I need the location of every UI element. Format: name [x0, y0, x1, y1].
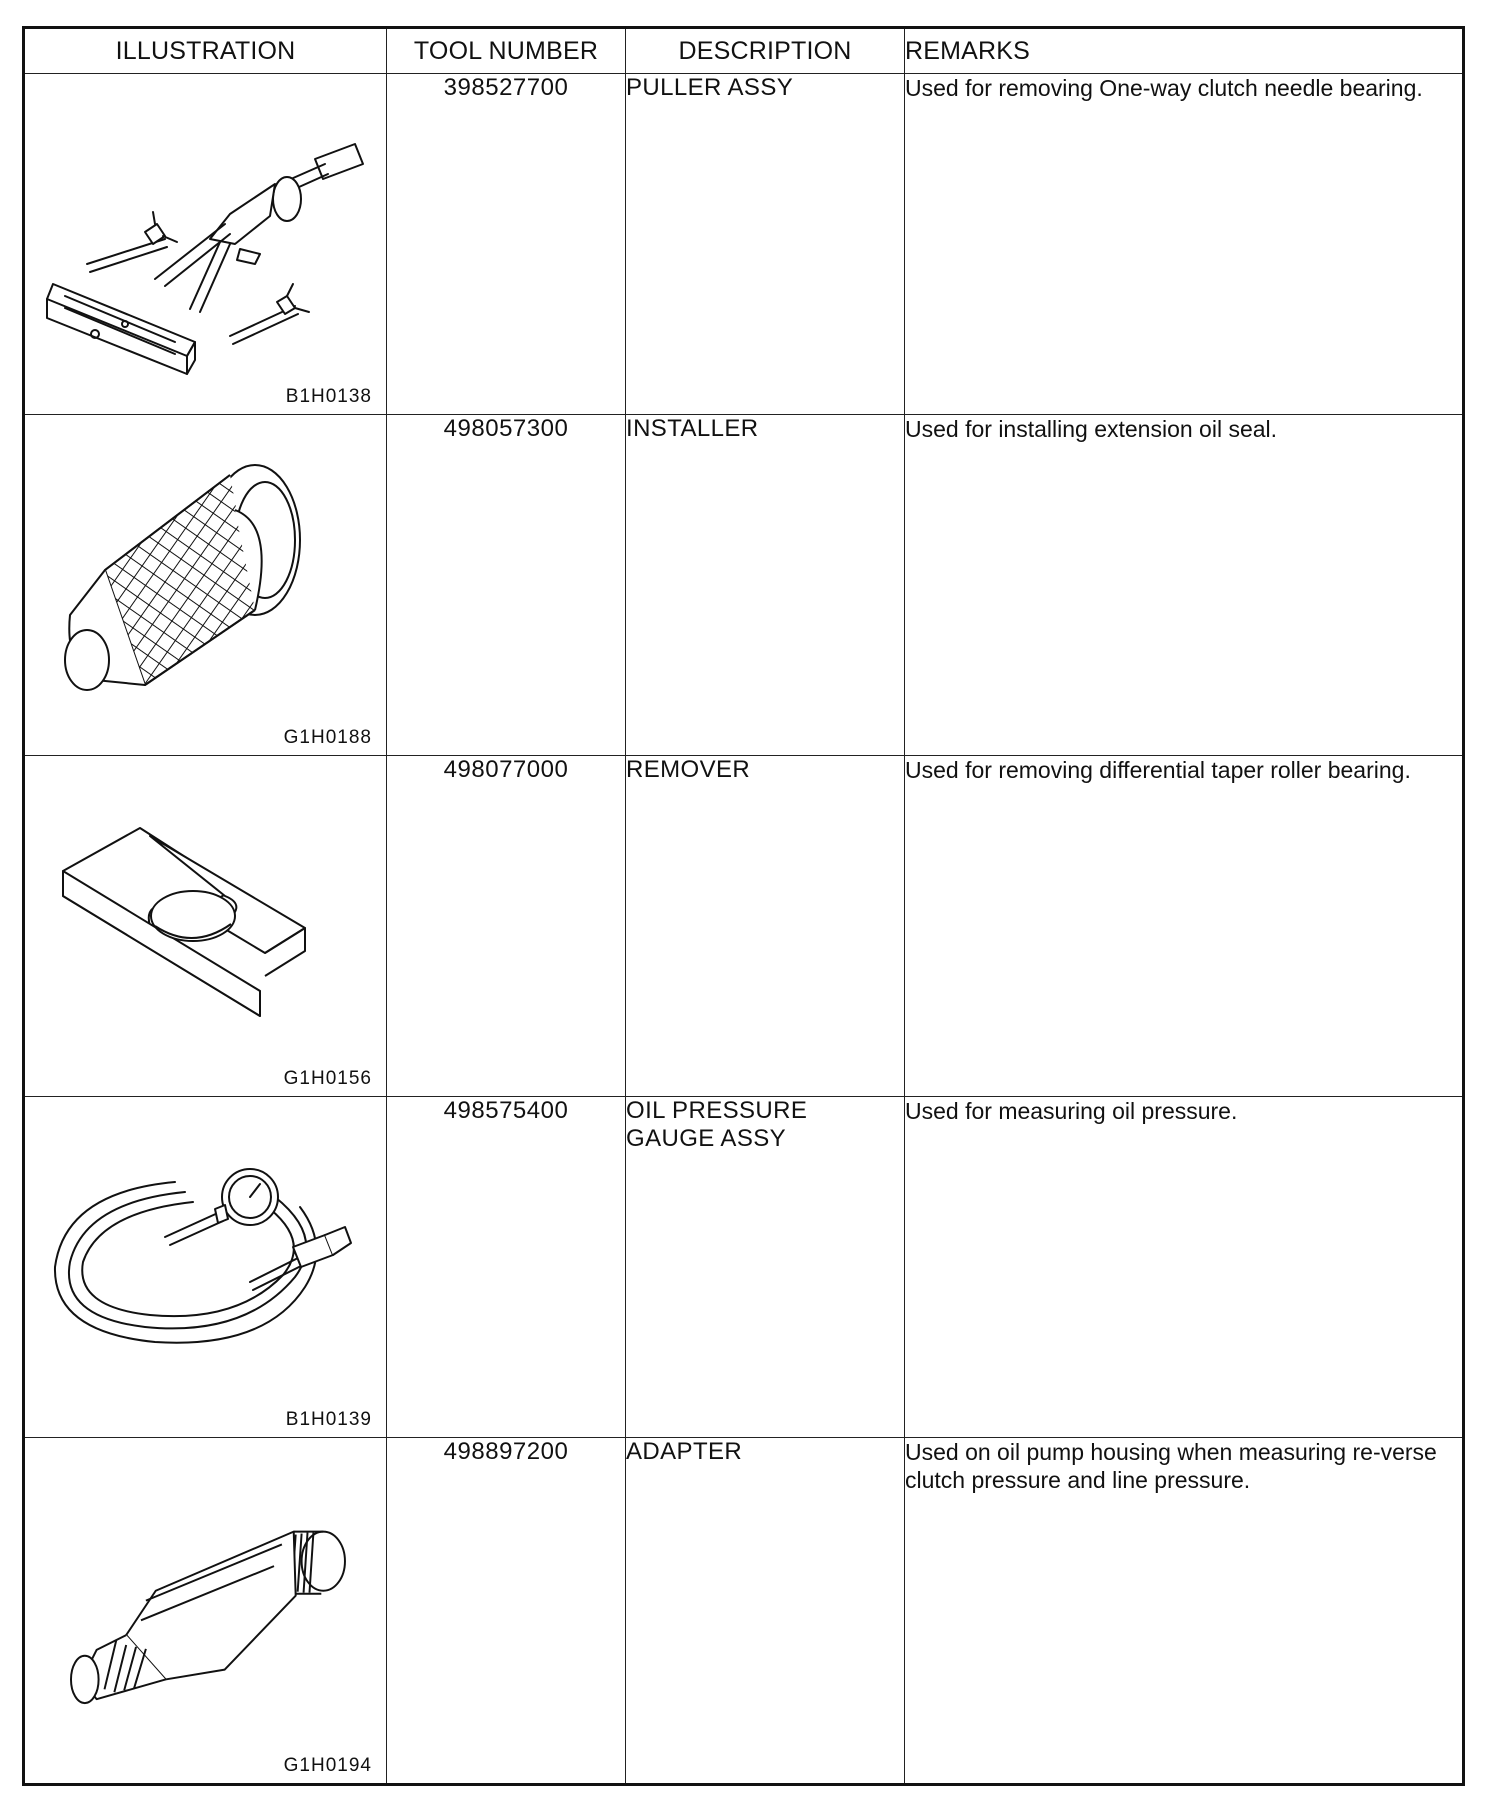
- tool-description: [626, 756, 905, 1097]
- header-tool-number: TOOL NUMBER: [387, 28, 626, 74]
- description-line: PULLER ASSY: [626, 74, 794, 101]
- tool-remarks: Used for removing One-way clutch needle bearing.: [905, 74, 1464, 415]
- description-line: GAUGE ASSY: [626, 1125, 787, 1152]
- table-row: [24, 74, 1464, 415]
- adapter-icon: [25, 1438, 388, 1778]
- special-tools-table: [22, 26, 1465, 1786]
- figure-code: G1H0188: [283, 727, 372, 748]
- tool-number: 498897200: [387, 1438, 626, 1785]
- remover-icon: [25, 756, 388, 1096]
- tool-description: [626, 1438, 905, 1785]
- header-remarks: REMARKS: [905, 28, 1464, 74]
- illustration-cell: [24, 1097, 387, 1438]
- header-description: DESCRIPTION: [626, 28, 905, 74]
- tool-number: 498057300: [387, 415, 626, 756]
- puller-assy-icon: [25, 74, 388, 414]
- figure-code: B1H0138: [285, 386, 372, 407]
- oil-pressure-gauge-icon: [25, 1097, 388, 1437]
- tool-remarks: Used on oil pump housing when measuring re-verse clutch pressure and line pressure.: [905, 1438, 1464, 1785]
- tool-remarks: Used for installing extension oil seal.: [905, 415, 1464, 756]
- table-row: [24, 1097, 1464, 1438]
- header-illustration: ILLUSTRATION: [24, 28, 387, 74]
- description-line: REMOVER: [626, 756, 751, 783]
- description-line: INSTALLER: [626, 415, 759, 442]
- table-row: [24, 1438, 1464, 1785]
- tool-remarks: Used for removing differential taper roller bearing.: [905, 756, 1464, 1097]
- table-row: [24, 756, 1464, 1097]
- tool-number: 498077000: [387, 756, 626, 1097]
- figure-code: B1H0139: [285, 1409, 372, 1430]
- description-line: ADAPTER: [626, 1438, 743, 1465]
- table-row: [24, 415, 1464, 756]
- installer-icon: [25, 415, 388, 755]
- figure-code: G1H0194: [283, 1755, 372, 1776]
- tool-description: [626, 1097, 905, 1438]
- illustration-cell: [24, 74, 387, 415]
- special-tools-sheet: [22, 26, 1462, 1778]
- illustration-cell: [24, 756, 387, 1097]
- tool-number: 398527700: [387, 74, 626, 415]
- tool-remarks: Used for measuring oil pressure.: [905, 1097, 1464, 1438]
- header-row: [24, 28, 1464, 74]
- illustration-cell: [24, 1438, 387, 1785]
- tool-number: 498575400: [387, 1097, 626, 1438]
- tool-description: [626, 415, 905, 756]
- figure-code: G1H0156: [283, 1068, 372, 1089]
- tool-description: [626, 74, 905, 415]
- description-line: OIL PRESSURE: [626, 1097, 808, 1124]
- illustration-cell: [24, 415, 387, 756]
